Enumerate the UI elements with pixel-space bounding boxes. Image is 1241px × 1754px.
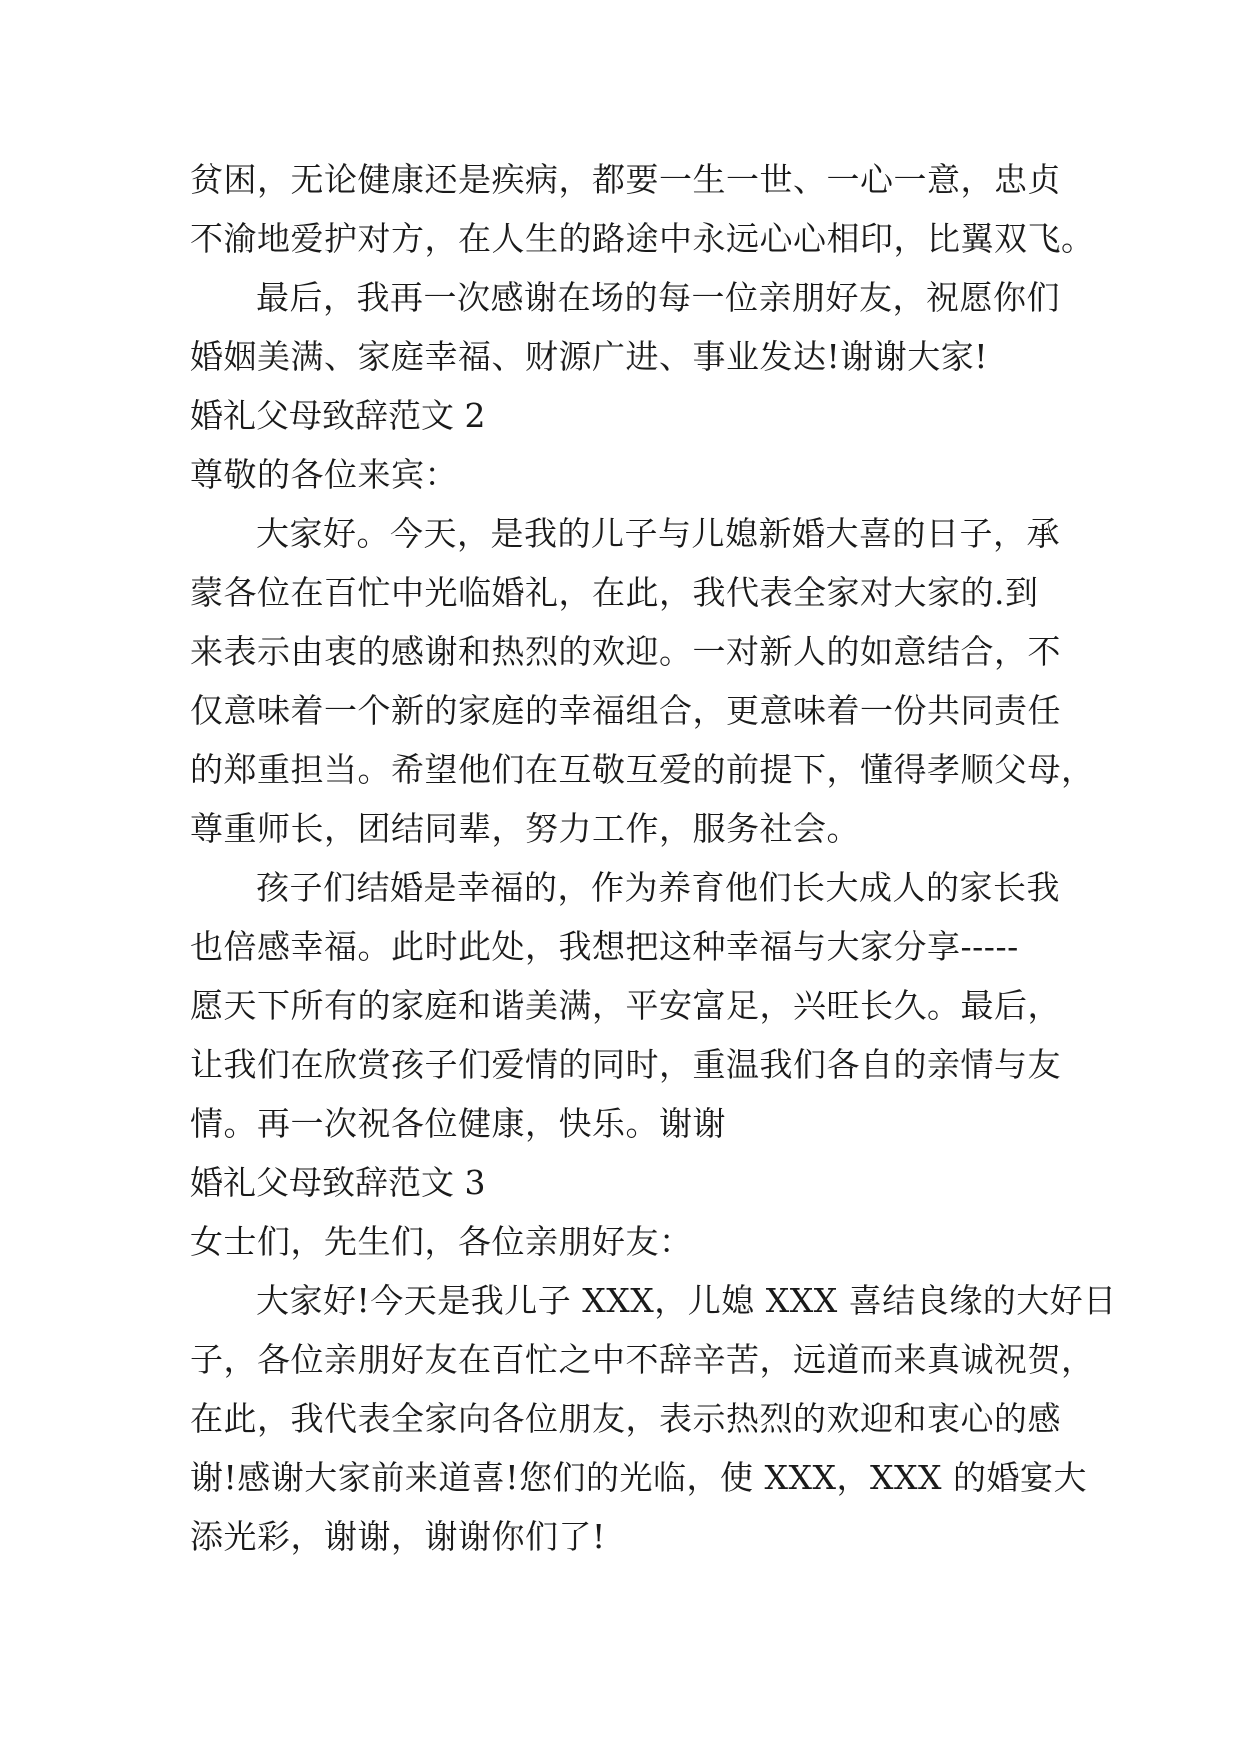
paragraph-5-line-4: 谢!感谢大家前来道喜!您们的光临，使 XXX，XXX 的婚宴大 [190, 1458, 1087, 1497]
document-page [190, 150, 1117, 1566]
paragraph-5-line-5: 添光彩，谢谢，谢谢你们了! [190, 1517, 606, 1556]
paragraph-4-line-4: 让我们在欣赏孩子们爱情的同时，重温我们各自的亲情与友 [190, 1045, 1061, 1084]
paragraph-3-line-2: 蒙各位在百忙中光临婚礼，在此，我代表全家对大家的.到 [190, 573, 1039, 612]
paragraph-4-line-3: 愿天下所有的家庭和谐美满，平安富足，兴旺长久。最后， [190, 986, 1061, 1025]
paragraph-1-line-2: 不渝地爱护对方，在人生的路途中永远心心相印，比翼双飞。 [190, 219, 1095, 258]
paragraph-2-line-2: 婚姻美满、家庭幸福、财源广进、事业发达!谢谢大家! [190, 337, 989, 376]
paragraph-3-line-6: 尊重师长，团结同辈，努力工作，服务社会。 [190, 809, 860, 848]
paragraph-4-line-2: 也倍感幸福。此时此处，我想把这种幸福与大家分享----- [190, 927, 1019, 966]
section-heading-2: 婚礼父母致辞范文 2 [190, 396, 486, 435]
paragraph-5-line-1: 大家好!今天是我儿子 XXX，儿媳 XXX 喜结良缘的大好日 [256, 1281, 1117, 1320]
salutation-2: 尊敬的各位来宾： [190, 455, 458, 494]
paragraph-2-line-1: 最后，我再一次感谢在场的每一位亲朋好友，祝愿你们 [256, 278, 1060, 317]
paragraph-5-line-3: 在此，我代表全家向各位朋友，表示热烈的欢迎和衷心的感 [190, 1399, 1061, 1438]
paragraph-5-line-2: 子，各位亲朋好友在百忙之中不辞辛苦，远道而来真诚祝贺， [190, 1340, 1095, 1379]
paragraph-3-line-4: 仅意味着一个新的家庭的幸福组合，更意味着一份共同责任 [190, 691, 1061, 730]
salutation-3: 女士们，先生们，各位亲朋好友： [190, 1222, 693, 1261]
paragraph-4-line-1: 孩子们结婚是幸福的，作为养育他们长大成人的家长我 [256, 868, 1060, 907]
paragraph-4-line-5: 情。再一次祝各位健康，快乐。谢谢 [190, 1104, 726, 1143]
paragraph-3-line-1: 大家好。今天，是我的儿子与儿媳新婚大喜的日子，承 [256, 514, 1060, 553]
paragraph-3-line-3: 来表示由衷的感谢和热烈的欢迎。一对新人的如意结合，不 [190, 632, 1061, 671]
paragraph-1-line-1: 贫困，无论健康还是疾病，都要一生一世、一心一意，忠贞 [190, 160, 1061, 199]
section-heading-3: 婚礼父母致辞范文 3 [190, 1163, 486, 1202]
paragraph-3-line-5: 的郑重担当。希望他们在互敬互爱的前提下，懂得孝顺父母， [190, 750, 1095, 789]
